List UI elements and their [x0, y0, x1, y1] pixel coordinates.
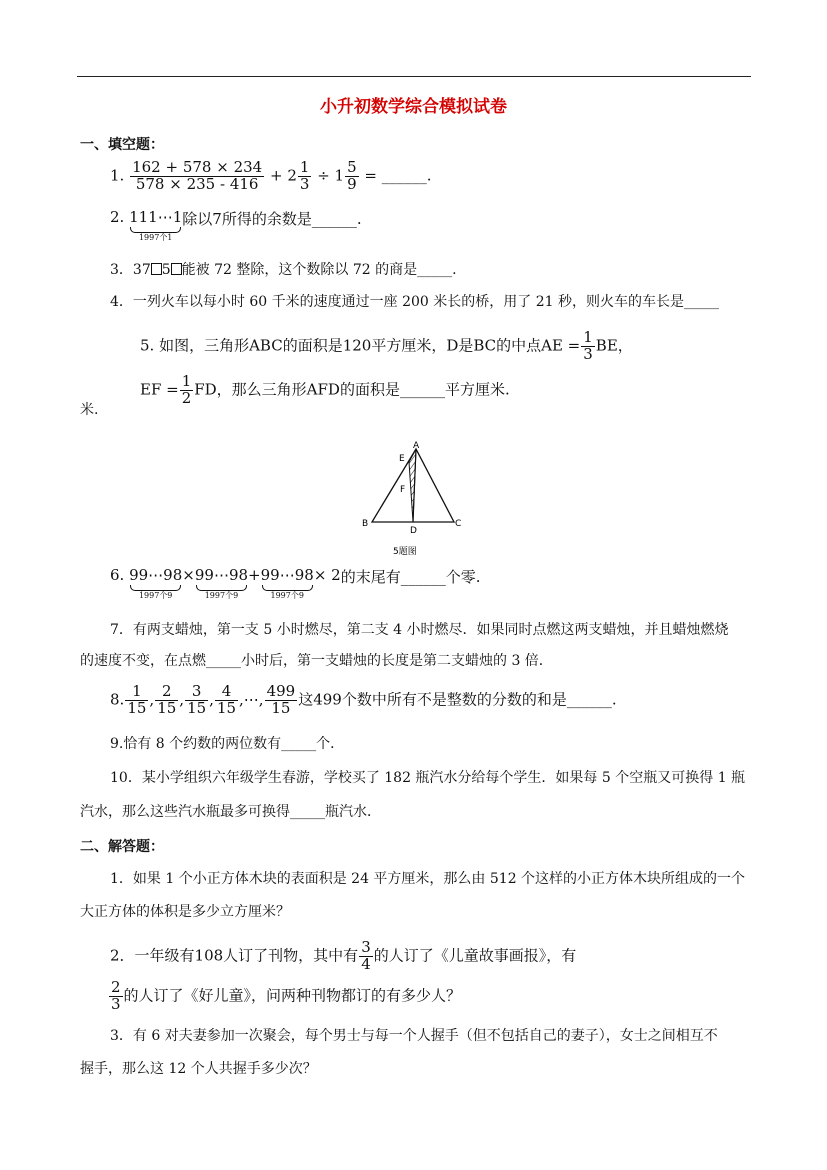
question-10-line-1: 10．某小学组织六年级学生春游，学校买了 182 瓶汽水分给每个学生．如果每 5 个空瓶又可换得 1 瓶 [110, 770, 746, 786]
question-7-line-1: 7．有两支蜡烛，第一支 5 小时燃尽，第二支 4 小时燃尽．如果同时点燃这两支蜡烛，并且蜡烛燃烧 [110, 622, 729, 638]
question-1: 1. $\frac{162 + 578 \times 234}{578 \times 235 - 416}$ + 2 $\frac{1}{3}$ ÷ 1 $\frac{5}{9}$ = ______. [110, 158, 432, 193]
q5-fraction-1-2: $\frac{1}{2}$ [181, 372, 192, 407]
q6-underbrace-1: 99⋯98 1997个9 [129, 566, 183, 600]
solve-2-line-2: $\frac{2}{3}$ 的人订了《好儿童》，问两种刊物都订的有多少人？ [111, 978, 462, 1013]
question-9: 9.恰有 8 个约数的两位数有_____个． [110, 736, 345, 752]
label-a: A [413, 441, 420, 451]
label-e: E [399, 454, 405, 464]
label-f: F [400, 485, 406, 495]
q2-underbrace: 111⋯1 1997个1 [129, 208, 183, 242]
figure-caption: 5题图 [393, 547, 417, 557]
label-b: B [362, 519, 369, 529]
section-solve-heading: 二、解答题： [80, 839, 164, 855]
solve-2-line-1: 2．一年级有108人订了刊物，其中有 $\frac{3}{4}$ 的人订了《儿童故事画报》，有 [110, 938, 577, 973]
question-6: 6. 99⋯98 1997个9 ×99⋯98 1997个9 +99⋯98 1997个9 × 2的末尾有______个零. [110, 566, 481, 600]
s2-fraction-2-3: $\frac{2}{3}$ [111, 978, 121, 1013]
question-5-line-1: 5. 如图，三角形ABC的面积是120平方厘米，D是BC的中点AE = $\frac{1}{3}$ BE， [140, 328, 633, 363]
s2-fraction-3-4: $\frac{3}{4}$ [361, 938, 371, 973]
triangle-figure [350, 436, 480, 564]
label-c: C [455, 519, 462, 529]
question-10-line-2: 汽水，那么这些汽水瓶最多可换得_____瓶汽水． [80, 804, 381, 820]
q6-underbrace-2: 99⋯98 1997个9 [194, 566, 249, 600]
page-title: 小升初数学综合模拟试卷 [320, 97, 507, 117]
solve-3-line-1: 3．有 6 对夫妻参加一次聚会，每个男士与每一个人握手（但不包括自己的妻子），女士之间相互不 [110, 1028, 718, 1044]
question-2: 2. 111⋯1 1997个1 除以7所得的余数是______. [110, 208, 362, 242]
question-3: 3．37 5 能被 72 整除，这个数除以 72 的商是_____. [110, 262, 457, 278]
question-8: 8. $\frac{1}{15}$ , $\frac{2}{15}$ , $\frac{3}{15}$ , $\frac{4}{15}$ ,⋯, $\frac{499}{15}$ 这499个数中所有不是整数的分数的和是______. [110, 682, 617, 717]
q1-fraction-1-3: $\frac{1}{3}$ [299, 158, 310, 193]
q5-fraction-1-3: $\frac{1}{3}$ [583, 328, 593, 363]
label-d: D [410, 526, 417, 536]
shaded-region [409, 449, 416, 522]
solve-1-line-2: 大正方体的体积是多少立方厘米？ [80, 904, 290, 920]
question-4-tail: 米. [80, 402, 99, 418]
q1-big-fraction: $\frac{162 + 578 \times 234}{578 \times 235 - 416}$ [132, 158, 263, 193]
blank-box [151, 263, 162, 275]
header-rule [77, 76, 751, 77]
question-7-line-2: 的速度不变，在点燃_____小时后，第一支蜡烛的长度是第二支蜡烛的 3 倍． [80, 653, 553, 669]
section-fill-in-heading: 一、填空题： [80, 137, 164, 153]
solve-1-line-1: 1．如果 1 个小正方体木块的表面积是 24 平方厘米，那么由 512 个这样的小正方体木块所组成的一个 [110, 871, 746, 887]
solve-3-line-2: 握手，那么这 12 个人共握手多少次？ [80, 1061, 317, 1077]
question-5-line-2: EF = $\frac{1}{2}$ FD，那么三角形AFD的面积是______平方厘米. [140, 372, 510, 407]
blank-box [171, 263, 182, 275]
q1-fraction-5-9: $\frac{5}{9}$ [347, 158, 357, 193]
q6-underbrace-3: 99⋯98 1997个9 [260, 566, 314, 600]
question-4: 4．一列火车以每小时 60 千米的速度通过一座 200 米长的桥，用了 21 秒，则火车的车长是_____ [110, 294, 719, 310]
